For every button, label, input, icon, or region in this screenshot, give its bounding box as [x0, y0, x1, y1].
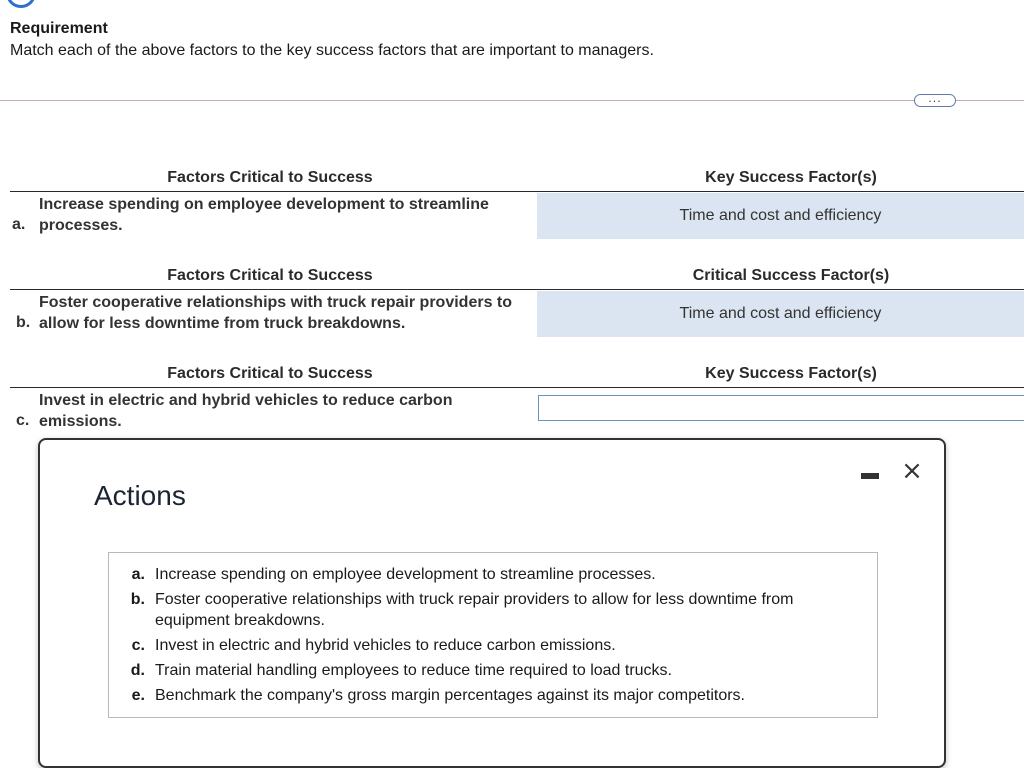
answer-dropdown[interactable] [538, 395, 1024, 421]
step-indicator-icon [6, 0, 36, 8]
answer-cell[interactable] [537, 291, 1024, 337]
answer-value: Time and cost and efficiency [679, 207, 882, 224]
right-column-header: Key Success Factor(s) [705, 169, 877, 186]
list-item [109, 685, 877, 706]
actions-panel [38, 438, 946, 768]
row-letter: a. [12, 216, 26, 233]
minimize-button[interactable] [861, 473, 879, 479]
header-rule [10, 387, 1024, 388]
list-item [109, 660, 877, 681]
row-letter: b. [16, 314, 31, 331]
actions-title: Actions [94, 480, 186, 511]
factor-text: Foster cooperative relationships with truck repair providers to allow for less downtime from truck breakdowns. [39, 294, 513, 332]
factor-text: Increase spending on employee development to streamline processes. [39, 196, 489, 234]
list-item [109, 635, 877, 656]
requirement-title: Requirement [10, 20, 108, 37]
item-letter: a. [131, 566, 145, 583]
more-info-button[interactable]: ... [914, 94, 956, 107]
row-letter: c. [16, 412, 30, 429]
header-rule [10, 191, 1024, 192]
requirement-text: Match each of the above factors to the key success factors that are important to managers. [10, 42, 654, 59]
left-column-header: Factors Critical to Success [167, 169, 373, 186]
answer-value: Time and cost and efficiency [679, 305, 882, 322]
list-item [109, 589, 877, 631]
item-text: Foster cooperative relationships with truck repair providers to allow for less downtime from equipment breakdowns. [155, 591, 794, 629]
section-divider [0, 100, 1024, 101]
item-text: Increase spending on employee development to streamline processes. [155, 566, 656, 583]
item-letter: c. [131, 637, 145, 654]
close-icon[interactable]: × [901, 456, 923, 486]
item-text: Benchmark the company's gross margin percentages against its major competitors. [155, 687, 745, 704]
item-letter: d. [130, 662, 145, 679]
list-item [109, 564, 877, 585]
item-letter: b. [130, 591, 145, 608]
item-text: Train material handling employees to reduce time required to load trucks. [155, 662, 672, 679]
header-rule [10, 289, 1024, 290]
item-letter: e. [131, 687, 145, 704]
right-column-header: Key Success Factor(s) [705, 365, 877, 382]
factor-text: Invest in electric and hybrid vehicles to reduce carbon emissions. [39, 392, 453, 430]
left-column-header: Factors Critical to Success [167, 267, 373, 284]
right-column-header: Critical Success Factor(s) [692, 267, 890, 284]
item-text: Invest in electric and hybrid vehicles to reduce carbon emissions. [155, 637, 616, 654]
answer-cell[interactable] [537, 193, 1024, 239]
actions-list [108, 552, 878, 718]
left-column-header: Factors Critical to Success [167, 365, 373, 382]
